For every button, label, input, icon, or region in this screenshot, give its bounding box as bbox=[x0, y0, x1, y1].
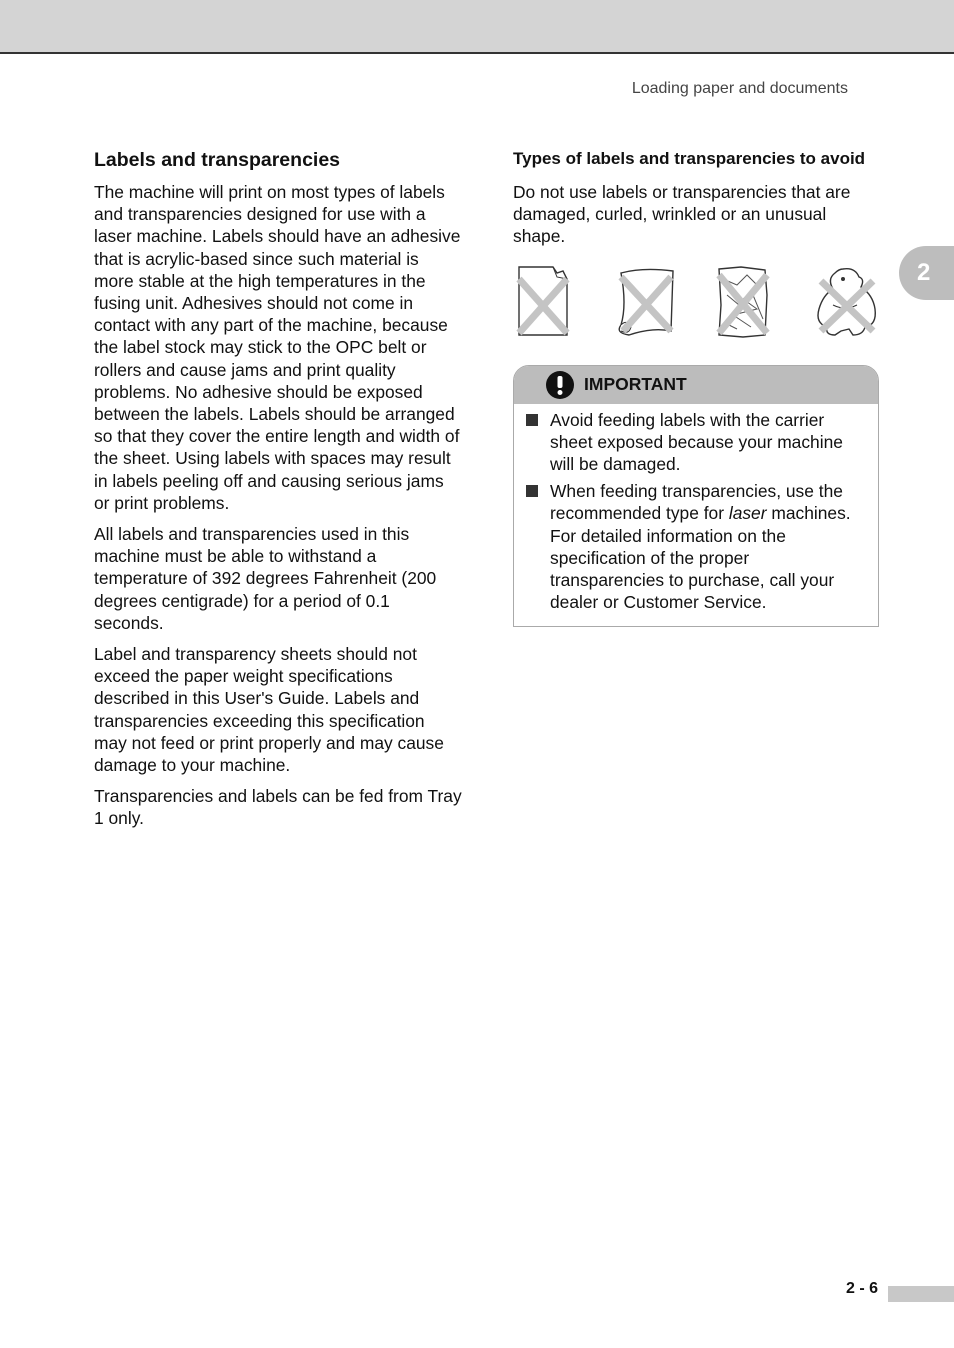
important-item-text: Avoid feeding labels with the carrier sheet exposed because your machine will be damaged. bbox=[550, 409, 843, 475]
chapter-tab: 2 bbox=[899, 246, 954, 300]
important-title: IMPORTANT bbox=[584, 374, 687, 395]
avoid-icon-row bbox=[513, 265, 879, 339]
important-box bbox=[513, 365, 879, 628]
important-item-text bbox=[550, 480, 864, 613]
unusual-shape-icon bbox=[813, 265, 879, 339]
paragraph-temperature: All labels and transparencies used in this machine must be able to withstand a temperature of 392 degrees Fahrenheit (200 degrees centigrade) for a period of 0.1 seconds. bbox=[94, 524, 437, 633]
top-band bbox=[0, 0, 954, 54]
damaged-sheet-icon bbox=[513, 265, 579, 339]
important-item bbox=[526, 409, 864, 476]
left-column bbox=[94, 148, 462, 839]
paragraph-tray: Transparencies and labels can be fed from Tray 1 only. bbox=[94, 786, 462, 829]
avoid-intro: Do not use labels or transparencies that are damaged, curled, wrinkled or an unusual shape. bbox=[513, 182, 851, 247]
exclamation-icon bbox=[546, 371, 574, 399]
paragraph-weight: Label and transparency sheets should not exceed the paper weight specifications described in this User's Guide. Labels and transparencies exceeding this specification may not feed or print properly and may cause damage to your machine. bbox=[94, 644, 444, 776]
curled-sheet-icon bbox=[613, 265, 679, 339]
important-list bbox=[514, 404, 878, 627]
section-heading: Labels and transparencies bbox=[94, 149, 341, 171]
important-item bbox=[526, 480, 864, 613]
avoid-heading: Types of labels and transparencies to avoid bbox=[513, 149, 866, 168]
running-header: Loading paper and documents bbox=[631, 80, 848, 97]
important-item-text-before: When feeding transparencies, use the recommended type for bbox=[550, 481, 843, 524]
paragraph-label-requirements: The machine will print on most types of labels and transparencies designed for use with a laser machine. Labels should have an adhesive that is acrylic-based since such material is more stable at the high temperatures in the fusing unit. Adhesives should not come in contact with any part of the machine, because the label stock may stick to the OPC belt or rollers and cause jams and print quality problems. No adhesive should be exposed between the labels. Labels should be arranged so that they cover the entire length and width of the sheet. Using labels with spaces may result in labels peeling off and causing serious jams or print problems. bbox=[94, 182, 461, 513]
right-column bbox=[513, 148, 879, 627]
important-header bbox=[514, 366, 878, 404]
important-item-text-after: machines. For detailed information on the specification of the proper transparencies to purchase, call your dealer or Customer Service. bbox=[550, 503, 851, 613]
page-bar bbox=[888, 1286, 954, 1302]
wrinkled-sheet-icon bbox=[713, 265, 779, 339]
important-item-emphasis: laser bbox=[728, 503, 767, 524]
square-bullet-icon bbox=[526, 485, 538, 497]
page-number: 2 - 6 bbox=[846, 1280, 879, 1297]
square-bullet-icon bbox=[526, 414, 538, 426]
